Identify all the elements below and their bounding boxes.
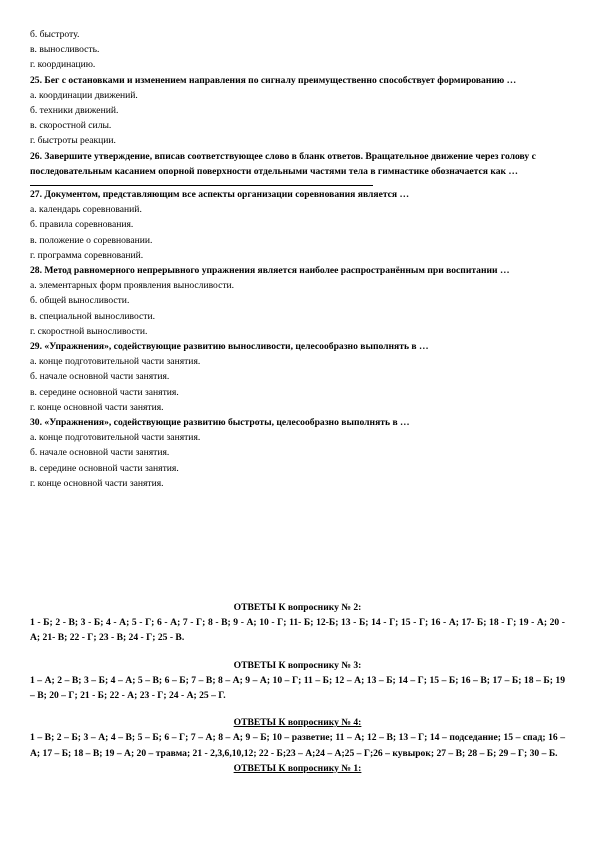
- question-26: 26. Завершите утверждение, вписав соответствующее слово в бланк ответов. Вращательное движение через голову с последовательным касанием опорной поверхности отдельными частями тела в гимнастике обозначается как …: [30, 150, 536, 177]
- option-line: в. середине основной части занятия.: [30, 386, 179, 398]
- question-25: 25. Бег с остановками и изменением направления по сигналу преимущественно способствует формированию …: [30, 74, 517, 86]
- option-line: б. начале основной части занятия.: [30, 371, 170, 383]
- answers-1-title: ОТВЕТЫ К вопроснику № 1:: [233, 762, 362, 774]
- question-27: 27. Документом, представляющим все аспекты организации соревнования является …: [30, 189, 410, 201]
- option-line: г. конце основной части занятия.: [30, 477, 164, 489]
- answers-4-title: ОТВЕТЫ К вопроснику № 4:: [233, 717, 362, 729]
- option-line: а. конце подготовительной части занятия.: [30, 432, 201, 444]
- option-line: в. выносливость.: [30, 44, 100, 56]
- answers-2-title: ОТВЕТЫ К вопроснику № 2:: [233, 602, 362, 613]
- question-30: 30. «Упражнения», содействующие развитию быстроты, целесообразно выполнять в …: [30, 417, 410, 429]
- option-line: б. общей выносливости.: [30, 295, 130, 307]
- answers-4-text: 1 – В; 2 – Б; 3 – А; 4 – В; 5 – Б; 6 – Г; 7 – А; 8 – А; 9 – Б; 10 – разветие; 11 – А; 12 – В; 13 – Г; 14 – подседание; 15 – спад; 16 – А; 17 – Б; 18 – В; 19 – А; 20 – травма; 21 - 2,3,6,10,12; 22 - Б;23 – А;24 – А;25 – Г;26 – кувырок; 27 – В; 28 – Б; 29 – Г; 30 – Б.: [30, 732, 565, 759]
- answers-3-text: 1 – А; 2 – В; 3 – Б; 4 – А; 5 – В; 6 – Б; 7 – В; 8 – А; 9 – А; 10 – Г; 11 – Б; 12 – А; 13 – Б; 14 – Г; 15 – Б; 16 – В; 17 – Б; 18 – Б; 19 – В; 20 – Г; 21 - Б; 22 - А; 23 - Г; 24 - А; 25 – Г.: [30, 674, 565, 702]
- option-line: в. специальной выносливости.: [30, 310, 156, 322]
- answer-blank-line: [30, 185, 373, 186]
- option-line: а. элементарных форм проявления выносливости.: [30, 280, 235, 292]
- option-line: а. конце подготовительной части занятия.: [30, 356, 201, 368]
- option-line: б. начале основной части занятия.: [30, 447, 170, 459]
- question-29: 29. «Упражнения», содействующие развитию выносливости, целесообразно выполнять в …: [30, 341, 429, 353]
- option-line: г. быстроты реакции.: [30, 135, 116, 147]
- option-line: г. координацию.: [30, 59, 96, 71]
- option-line: г. конце основной части занятия.: [30, 401, 164, 413]
- option-line: в. середине основной части занятия.: [30, 462, 179, 474]
- answers-section: [30, 600, 565, 776]
- question-28: 28. Метод равномерного непрерывного упражнения является наиболее распространённым при воспитании …: [30, 265, 510, 277]
- answers-2-text: 1 - Б; 2 - В; 3 - Б; 4 - А; 5 - Г; 6 - А; 7 - Г; 8 - В; 9 - А; 10 - Г; 11- Б; 12-Б; 13 - Б; 14 - Г; 15 - Г; 16 - А; 17- Б; 18 - Г; 19 - А; 20 - А; 21- В; 22 - Г; 23 - В; 24 - Г; 25 - В.: [30, 617, 565, 644]
- option-line: б. правила соревнования.: [30, 219, 134, 231]
- option-line: г. скоростной выносливости.: [30, 325, 148, 337]
- option-line: в. положение о соревновании.: [30, 234, 153, 246]
- answers-3-title: ОТВЕТЫ К вопроснику № 3:: [233, 659, 362, 671]
- option-line: б. быстроту.: [30, 29, 80, 40]
- option-line: г. программа соревнований.: [30, 249, 144, 261]
- option-line: а. календарь соревнований.: [30, 204, 142, 216]
- option-line: б. техники движений.: [30, 105, 119, 117]
- questions-section: [30, 27, 565, 491]
- option-line: а. координации движений.: [30, 89, 138, 101]
- option-line: в. скоростной силы.: [30, 120, 112, 132]
